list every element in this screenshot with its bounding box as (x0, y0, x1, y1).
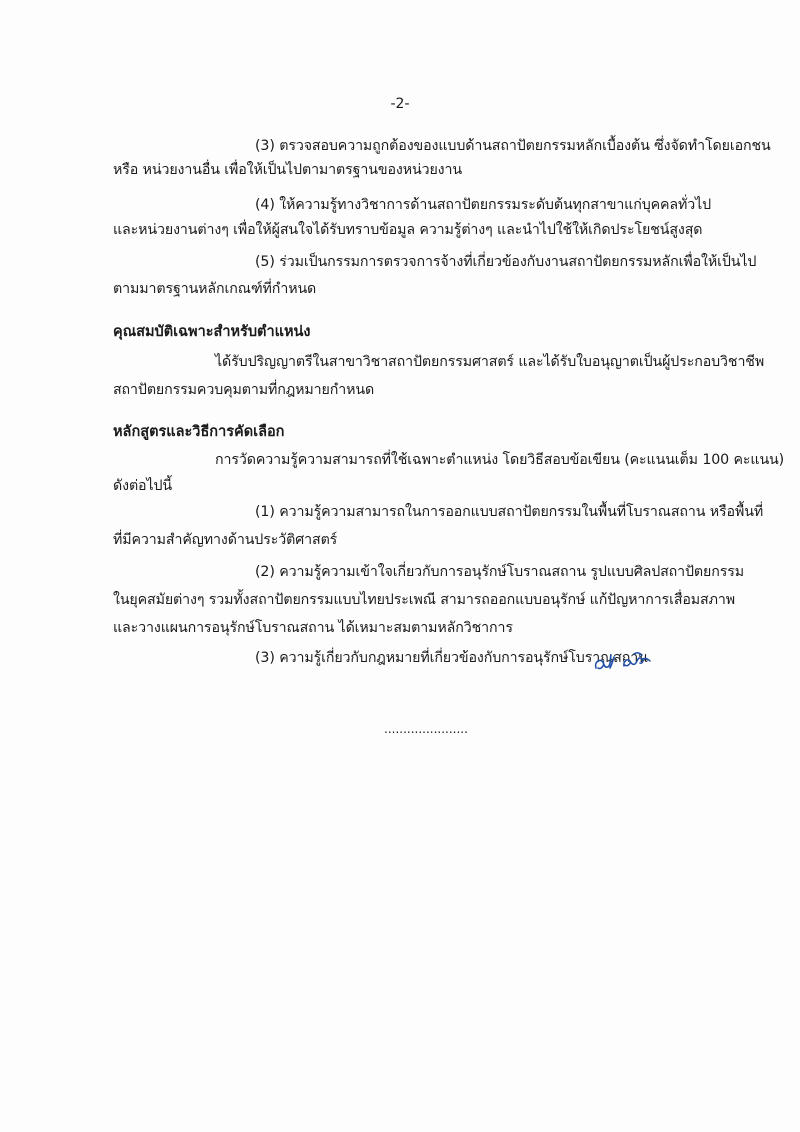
handwritten-initials (590, 646, 656, 676)
selection-item-1-line-2: ที่มีความสำคัญทางด้านประวัติศาสตร์ (113, 532, 338, 548)
end-of-document-marker: ...................... (384, 722, 468, 736)
duty-item-4-line-1: (4) ให้ความรู้ทางวิชาการด้านสถาปัตยกรรมระดับต้นทุกสาขาแก่บุคคลทั่วไป (255, 197, 712, 213)
duty-item-5-line-2: ตามมาตรฐานหลักเกณฑ์ที่กำหนด (113, 281, 317, 297)
selection-heading: หลักสูตรและวิธีการคัดเลือก (113, 424, 285, 440)
duty-item-4-line-2: และหน่วยงานต่างๆ เพื่อให้ผู้สนใจได้รับทราบข้อมูล ความรู้ต่างๆ และนำไปใช้ให้เกิดประโยชน์สูงสุด (113, 222, 703, 238)
qualifications-heading: คุณสมบัติเฉพาะสำหรับตำแหน่ง (113, 324, 311, 340)
selection-intro-line-2: ดังต่อไปนี้ (113, 478, 173, 494)
selection-item-2-line-3: และวางแผนการอนุรักษ์โบราณสถาน ได้เหมาะสมตามหลักวิชาการ (113, 620, 513, 636)
selection-intro-line-1: การวัดความรู้ความสามารถที่ใช้เฉพาะตำแหน่ง โดยวิธีสอบข้อเขียน (คะแนนเต็ม 100 คะแนน) (215, 452, 785, 468)
duty-item-5-line-1: (5) ร่วมเป็นกรรมการตรวจการจ้างที่เกี่ยวข้องกับงานสถาปัตยกรรมหลักเพื่อให้เป็นไป (255, 254, 757, 270)
selection-item-2-line-2: ในยุคสมัยต่างๆ รวมทั้งสถาปัตยกรรมแบบไทยประเพณี สามารถออกแบบอนุรักษ์ แก้ปัญหาการเสื่อมสภาพ (113, 592, 735, 608)
qualifications-line-2: สถาปัตยกรรมควบคุมตามที่กฎหมายกำหนด (113, 382, 375, 398)
duty-item-3-line-1: (3) ตรวจสอบความถูกต้องของแบบด้านสถาปัตยกรรมหลักเบื้องต้น ซึ่งจัดทำโดยเอกชน (255, 138, 771, 154)
selection-item-1-line-1: (1) ความรู้ความสามารถในการออกแบบสถาปัตยกรรมในพื้นที่โบราณสถาน หรือพื้นที่ (255, 504, 764, 520)
duty-item-3-line-2: หรือ หน่วยงานอื่น เพื่อให้เป็นไปตามาตรฐานของหน่วยงาน (113, 162, 462, 178)
page-number: -2- (390, 96, 410, 112)
selection-item-2-line-1: (2) ความรู้ความเข้าใจเกี่ยวกับการอนุรักษ์โบราณสถาน รูปแบบศิลปสถาปัตยกรรม (255, 564, 745, 580)
selection-item-3-line-1: (3) ความรู้เกี่ยวกับกฎหมายที่เกี่ยวข้องกับการอนุรักษ์โบราณสถาน (255, 650, 648, 666)
qualifications-line-1: ได้รับปริญญาตรีในสาขาวิชาสถาปัตยกรรมศาสตร์ และได้รับใบอนุญาตเป็นผู้ประกอบวิชาชีพ (215, 354, 765, 370)
